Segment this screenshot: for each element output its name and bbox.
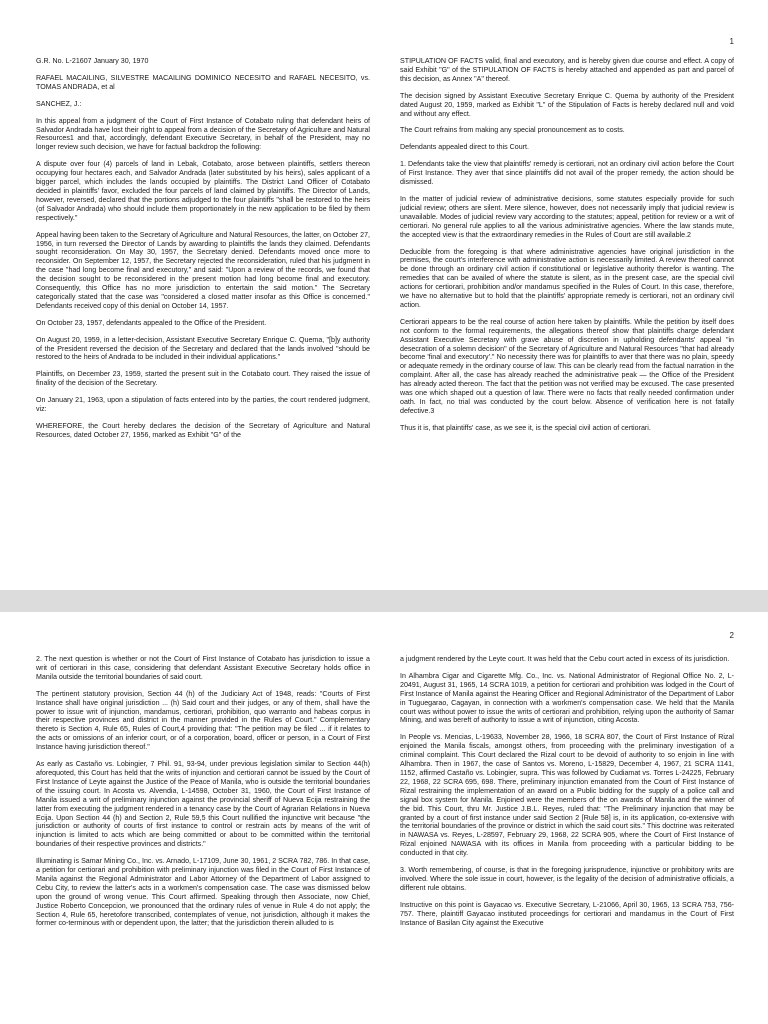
paragraph: 3. Worth remembering, of course, is that in the foregoing jurisprudence, injunctive or prohibitory writs are involved. Where the sole issue in court, however, is the legality of the decision of administrative officials, a different rule obtains. xyxy=(400,866,734,892)
paragraph: Illuminating is Samar Mining Co., Inc. vs. Arnado, L-17109, June 30, 1961, 2 SCRA 782, 786. In that case, a petition for certiorari and prohibition with preliminary injunction was filed in the Court of First Instance of Manila against the Regional Administrator and Labor Attorney of the Department of Labor assigned to Cebu City, to review the latter's acts in a workmen's compensation case. The case was dismissed below upon the ground of wrong venue. This Court affirmed. Speaking through then Associate, now Chief, Justice Roberto Concepcion, we pronounced that the ordinary rules of venue in Rule 4 do not apply; the Section 4, Rule 65, heretofore transcribed, contemplates of venue, not jurisdiction, although it makes the former co-terminous with or dependent upon, the latter; that the jurisdiction therein alluded to is xyxy=(36,857,370,928)
paragraph: 2. The next question is whether or not the Court of First Instance of Cotabato has jurisdiction to issue a writ of certiorari in this case, considering that defendant Assistant Executive Secretary holds office in Manila outside the territorial boundaries of said court. xyxy=(36,655,370,681)
page-number: 2 xyxy=(729,631,734,640)
paragraph: On August 20, 1959, in a letter-decision, Assistant Executive Secretary Enrique C. Quema, "[b]y authority of the President reversed the decision of the Secretary and declared that the lands involved "should be restored to the heirs of Andrada to be included in their individual applications." xyxy=(36,335,370,362)
paragraph: On January 21, 1963, upon a stipulation of facts entered into by the parties, the court rendered judgment, viz: xyxy=(36,396,370,414)
paragraph: Instructive on this point is Gayacao vs. Executive Secretary, L-21066, April 30, 1965, 13 SCRA 753, 756-757. There, plaintiff Gayacao instituted proceedings for certiorari and mandamus in the Court of First Instance of Basilan City against the Executive xyxy=(400,900,734,927)
document-page-2 xyxy=(0,612,768,1024)
ponente: SANCHEZ, J.: xyxy=(36,99,82,108)
page-1-right-column xyxy=(400,57,734,441)
paragraph: In this appeal from a judgment of the Court of First Instance of Cotabato ruling that defendant heirs of Salvador Andrada have lost their right to appeal from a decision of the Secretary of Agriculture and Natural Resources1 and that, accordingly, defendant Executive Secretary, in behalf of the President, may no longer review such decision, we have for factual backdrop the following: xyxy=(36,116,370,152)
paragraph: In Alhambra Cigar and Cigarette Mfg. Co., Inc. vs. National Administrator of Regional Office No. 2, L-20491, August 31, 1965, 14 SCRA 1019, a petition for certiorari and prohibition was lodged in the Court of First Instance of Manila against the Hearing Officer and Regional Administrator of the Department of Labor in Tuguegarao, Cagayan, in connection with a workmen's compensation case. We held that the Manila court was without power to issue the writs of certiorari and prohibition, relying upon the authority of Samar Mining, and was bereft of authority to issue a writ of injunction, citing Acosta. xyxy=(400,671,734,725)
paragraph: The decision signed by Assistant Executive Secretary Enrique C. Quema by authority of the President dated August 20, 1959, marked as Exhibit "L" of the Stipulation of Facts is hereby declared null and void and without any effect. xyxy=(400,91,734,118)
paragraph: As early as Castaño vs. Lobingier, 7 Phil. 91, 93-94, under previous legislation similar to Section 44(h) aforequoted, this Court has held that the writs of injunction and certiorari cannot be issued by the Court of First Instance of Leyte against the Justice of the Peace of Manila, who is outside the territorial boundaries of the issuing court. In Acosta vs. Alvendia, L-14598, October 31, 1960, the Court of First Instance of Manila issued a writ of preliminary injunction against the provincial sheriff of Nueva Ecija restraining the latter from executing the judgment rendered in a tenancy case by the Court of Agrarian Relations in Nueva Ecija. Upon Section 44 (h) and Section 2, Rule 59,5 this Court nullified the injunctive writ because "the jurisdiction or authority of courts of first instance to control or restrain acts by means of the writ of injunction is limited to acts which are being committed or about to be committed within the territorial boundaries of their respective provinces and districts." xyxy=(36,760,370,849)
paragraph: WHEREFORE, the Court hereby declares the decision of the Secretary of Agriculture and Natural Resources, dated October 27, 1956, marked as Exhibit "G" of the xyxy=(36,422,370,439)
paragraph: A dispute over four (4) parcels of land in Lebak, Cotabato, arose between plaintiffs, settlers thereon occupying four hectares each, and Salvador Andrada (later substituted by his heirs), sales applicant of a bigger parcel, which includes the lands occupied by plaintiffs. The District Land Officer of Cotabato decided in plaintiffs' favor, excluded the four parcels of land claimed by plaintiffs. The Director of Lands, however, reversed, declared that the portions adjudged to the four plaintiffs "shall be restored to the heirs (of Salvador Andrada) who should include them proportionately in the new application to be filed by them respectively." xyxy=(36,160,370,222)
paragraph: 1. Defendants take the view that plaintiffs' remedy is certiorari, not an ordinary civil action before the Court of First Instance. They aver that since plaintiffs did not avail of the proper remedy, the action should be dismissed. xyxy=(400,160,734,187)
page-2-right-column xyxy=(400,655,734,935)
paragraph: The Court refrains from making any special pronouncement as to costs. xyxy=(400,126,625,135)
case-title: RAFAEL MACAILING, SILVESTRE MACAILING DOMINICO NECESITO and RAFAEL NECESITO, vs. TOMAS ANDRADA, et al xyxy=(36,73,370,91)
paragraph: Deducible from the foregoing is that where administrative agencies have original jurisdiction in the premises, the court's interference with administrative action is necessarily limited. A review thereof cannot be done through an ordinary civil action if constitutional or legislative authority therefor is wanting. The remedies that can be availed of where the statute is silent, as in the present case, are the special civil actions for certiorari, prohibition and/or mandamus specified in the Rules of Court. In this case, therefore, we have no alternative but to hold that the plaintiffs' appropriate remedy is certiorari, not an ordinary civil action. xyxy=(400,247,734,309)
paragraph: In People vs. Mencias, L-19633, November 28, 1966, 18 SCRA 807, the Court of First Instance of Rizal enjoined the Manila fiscals, amongst others, from proceeding with the preliminary investigation of a criminal complaint. This Court declared the Rizal court to be devoid of authority to so enjoin in line with Alhambra. Then in 1967, the case of Santos vs. Moreno, L-15829, December 4, 1967, 21 SCRA 1141, 1152, affirmed Castaño vs. Lobingier, supra. This was followed by Cudiamat vs. Torres L-24225, February 22, 1968, 22 SCRA 695, 698. There, preliminary injunction emanated from the Court of First Instance of Rizal restraining the implementation of an award on a Public bidding for the supply of a police call and signal box system for Manila. Enjoined were the members of the on awards of Manila and the winner of the bid. This Court, thru Mr. Justice J.B.L. Reyes, ruled that: "The Preliminary injunction that may be granted by a court of first instance under said Section 2 [Rule 58] is, in its application, co-extensive with the territorial boundaries of the province or district in which the said court sits." This doctrine was reiterated in NAWASA vs. Reyes, L-28597, February 29, 1968, 22 SCRA 905, where the Court of First Instance of Rizal enjoined NAWASA with its offices in Manila from proceeding with a particular bidding to be conducted in that city. xyxy=(400,733,734,858)
paragraph: STIPULATION OF FACTS valid, final and executory, and is hereby given due course and effect. A copy of said Exhibit "G" of the STIPULATION OF FACTS is hereby attached and appended as part and parcel of this decision, as Annex "A" thereof. xyxy=(400,57,734,83)
paragraph: Plaintiffs, on December 23, 1959, started the present suit in the Cotabato court. They raised the issue of finality of the decision of the Secretary. xyxy=(36,370,370,388)
paragraph: Thus it is, that plaintiffs' case, as we see it, is the special civil action of certiorari. xyxy=(400,423,651,432)
paragraph: In the matter of judicial review of administrative decisions, some statutes especially provide for such judicial review; others are silent. Mere silence, however, does not necessarily imply that judicial review is unavailable. Modes of judicial review vary according to the statutes; appeal, petition for review or a writ of certiorari. No general rule applies to all the various administrative agencies. Where the law stands mute, the accepted view is that the extraordinary remedies in the Rules of Court are still available.2 xyxy=(400,194,734,239)
paragraph: Appeal having been taken to the Secretary of Agriculture and Natural Resources, the latter, on October 27, 1956, in turn reversed the Director of Lands by awarding to plaintiffs the lands they claimed. Defendants sought reconsideration. On May 30, 1957, the Secretary denied. Defendants moved once more to reconsider. On September 12, 1957, the Secretary rejected the reconsideration, ruled that his judgment in the case "had long become final and executory," and said: "Upon a review of the records, we found that the decision sought to be reconsidered in the present motion had long become final and executory. Consequently, this Office has no more jurisdiction to entertain the said motion." The Secretary categorically stated that the case was "considered a closed matter insofar as this Office is concerned." Defendants received copy of this denial on October 14, 1957. xyxy=(36,230,371,310)
paragraph: On October 23, 1957, defendants appealed to the Office of the President. xyxy=(36,318,267,327)
paragraph: Defendants appealed direct to this Court. xyxy=(400,143,529,152)
page-2-left-column xyxy=(36,655,370,936)
page-number: 1 xyxy=(729,37,734,46)
paragraph: a judgment rendered by the Leyte court. It was held that the Cebu court acted in excess of its jurisdiction. xyxy=(400,655,730,663)
page-1-left-column xyxy=(36,57,370,448)
paragraph: The pertinent statutory provision, Section 44 (h) of the Judiciary Act of 1948, reads: "Courts of First Instance shall have original jurisdiction ... (h) Said court and their judges, or any of them, shall have the power to issue writ of injunction, mandamus, certiorari, prohibition, quo warranto and habeas corpus in their respective provinces and district in the manner provided in the Rules of Court." Complementary thereto is Section 4, Rule 65, Rules of Court,4 providing that: "The petition may be filed ... if it relates to the acts or omissions of an inferior court, or of a corporation, board, officer or person, in a Court of First Instance having jurisdiction thereof." xyxy=(36,689,370,752)
case-number: G.R. No. L-21607 January 30, 1970 xyxy=(36,57,149,65)
paragraph: Certiorari appears to be the real course of action here taken by plaintiffs. While the petition by itself does not conform to the formal requirements, the allegations thereof show that plaintiffs charge defendant Assistant Executive Secretary with grave abuse of discretion in upholding defendants' appeal "in desecration of a solemn decision" of the Secretary of Agriculture and Natural Resources "that had already become 'final and executory'." No necessity there was for plaintiffs to aver that there was no plain, speedy or adequate remedy in the ordinary course of law. This can be clearly read from the factual narration in the complaint. After all, the case has already reached the administrative peak — the Office of the President has already acted thereon. The fact that the petition was not verified may be excused. The case presented was one which shaped out a question of law. There were no facts that really needed confirmation under oath. In fact, no trial was conducted by the court below. Absence of verification here is not fatally defective.3 xyxy=(400,317,734,415)
